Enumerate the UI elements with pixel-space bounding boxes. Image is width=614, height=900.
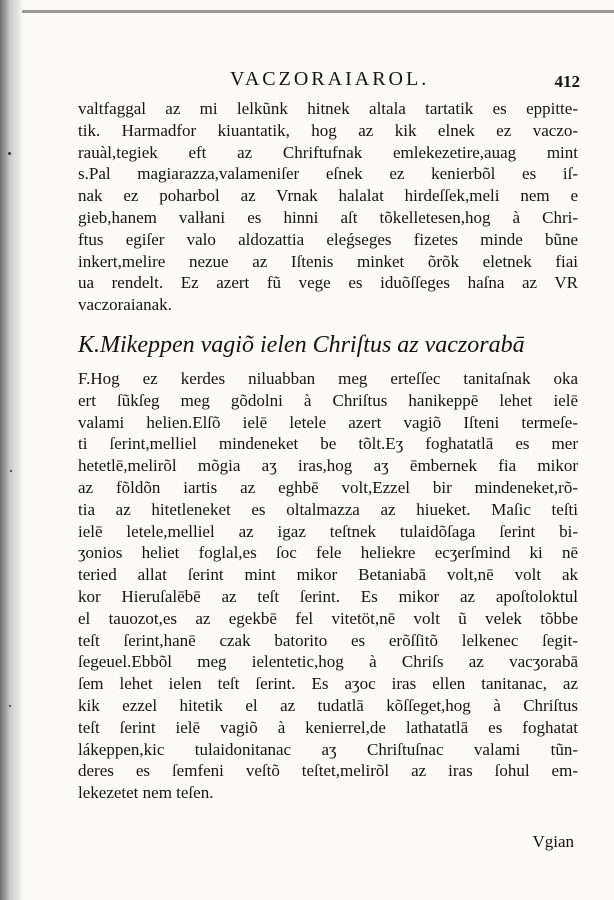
text-line: valtfaggal az mi lelkũnk hitnek altala tartatik es eppitte- [78, 99, 578, 118]
catchword: Vgian [532, 832, 574, 851]
text-line: nak ez poharbol az Vrnak halalat hirdeſſek,meli nem e [78, 186, 578, 206]
text-line: valami helien.Elſõ ielē letele azert vagiõ Iſteni termeſe- [78, 412, 578, 432]
paragraph-2 [78, 368, 578, 804]
text-line: inkert,melire nezue az Iſtenis minket õrõk eletnek fiai [78, 251, 578, 271]
text-line: ʒonios heliet foglal,es ſoc fele heliekre ecʒerſmind ki nē [78, 543, 578, 563]
text-line: s.Pal magiarazza,valameniſer eſnek ez kenierbõl es iſ- [78, 164, 578, 184]
text-line: ielē letele,melliel az igaz teſtnek tulaidõſaga ſerint bi- [78, 521, 578, 541]
binding-shadow [0, 0, 22, 900]
text-line: teſt ſerint,hanē czak batorito es erõſſitõ lelkenec ſegit- [78, 630, 578, 650]
section-heading: K.Mikeppen vagiõ ielen Chriſtus az vaczorabā [78, 331, 525, 358]
paragraph-1 [78, 98, 578, 316]
ink-speck [9, 705, 11, 707]
text-line: deres es ſemfeni veſtõ teſtet,melirõl az iras ſohul em- [78, 761, 578, 781]
text-line: hetetlē,melirõl mõgia aʒ iras,hog aʒ ēmbernek fia mikor [78, 456, 578, 476]
page-number: 412 [554, 72, 580, 91]
text-line: kor Hieruſalēbē az teſt ſerint. Es mikor az apoſtoloktul [78, 586, 578, 606]
text-line: gieb,hanem valłani es hinni aſt tõkelletesen,hog à Chri- [78, 207, 578, 227]
text-line: lákeppen,kic tulaidonitanac aʒ Chriſtuſnac valami tũn- [78, 739, 578, 759]
text-line: el tauozot,es az egekbē fel vitetöt,nē volt ũ velek tõbbe [78, 608, 578, 628]
ink-speck [10, 470, 12, 472]
text-line: ſegeuel.Ebbõl meg ielentetic,hog à Chriſs az vacʒorabā [78, 652, 578, 672]
text-line: rauàl,tegiek eft az Chriftufnak emlekezetire,auag mint [78, 142, 578, 162]
text-line: ti ſerint,melliel mindeneket be tõlt.Eʒ foghatatlā es mer [78, 434, 578, 454]
text-line: ert ſũkſeg meg gõdolni à Chriſtus hanikeppē lehet ielē [78, 390, 578, 410]
page-top-edge [22, 10, 614, 13]
page-header [80, 68, 580, 96]
text-line: lekezetet nem teſen. [78, 783, 214, 803]
text-line: teſt ſerint ielē vagiõ à kenierrel,de lathatatlā es foghatat [78, 717, 578, 737]
text-line: az fõldõn iartis az eghbē volt,Ezzel bir mindeneket,rõ- [78, 477, 578, 497]
text-line: vaczoraianak. [78, 295, 172, 315]
text-line: F.Hog ez kerdes niluabban meg erteſſec tanitaſnak oka [78, 368, 578, 388]
body-text [78, 98, 578, 804]
ink-speck [8, 152, 11, 155]
text-line: tia az hitetleneket es oltalmazza az hiueket. Maſic teſti [78, 499, 578, 519]
running-head: VACZORAIAROL. [230, 68, 430, 90]
text-line: ua rendelt. Ez azert fũ vege es iduõſſeges haſna az VR [78, 273, 578, 293]
text-line: tik. Harmadfor kiuantatik, hog az kik elnek ez vaczo- [78, 120, 578, 140]
text-line: ftus egiſer valo aldozattia eleǵseges fizetes minde bũne [78, 229, 578, 249]
text-line: ſem lehet ielen teſt ſerint. Es aʒoc iras ellen tanitanac, az [78, 674, 578, 694]
text-line: teried allat ſerint mint mikor Betaniabā volt,nē volt ak [78, 565, 578, 585]
text-line: kik ezzel hitetik el az tudatlā kõſſeget,hog à Chriſtus [78, 695, 578, 715]
